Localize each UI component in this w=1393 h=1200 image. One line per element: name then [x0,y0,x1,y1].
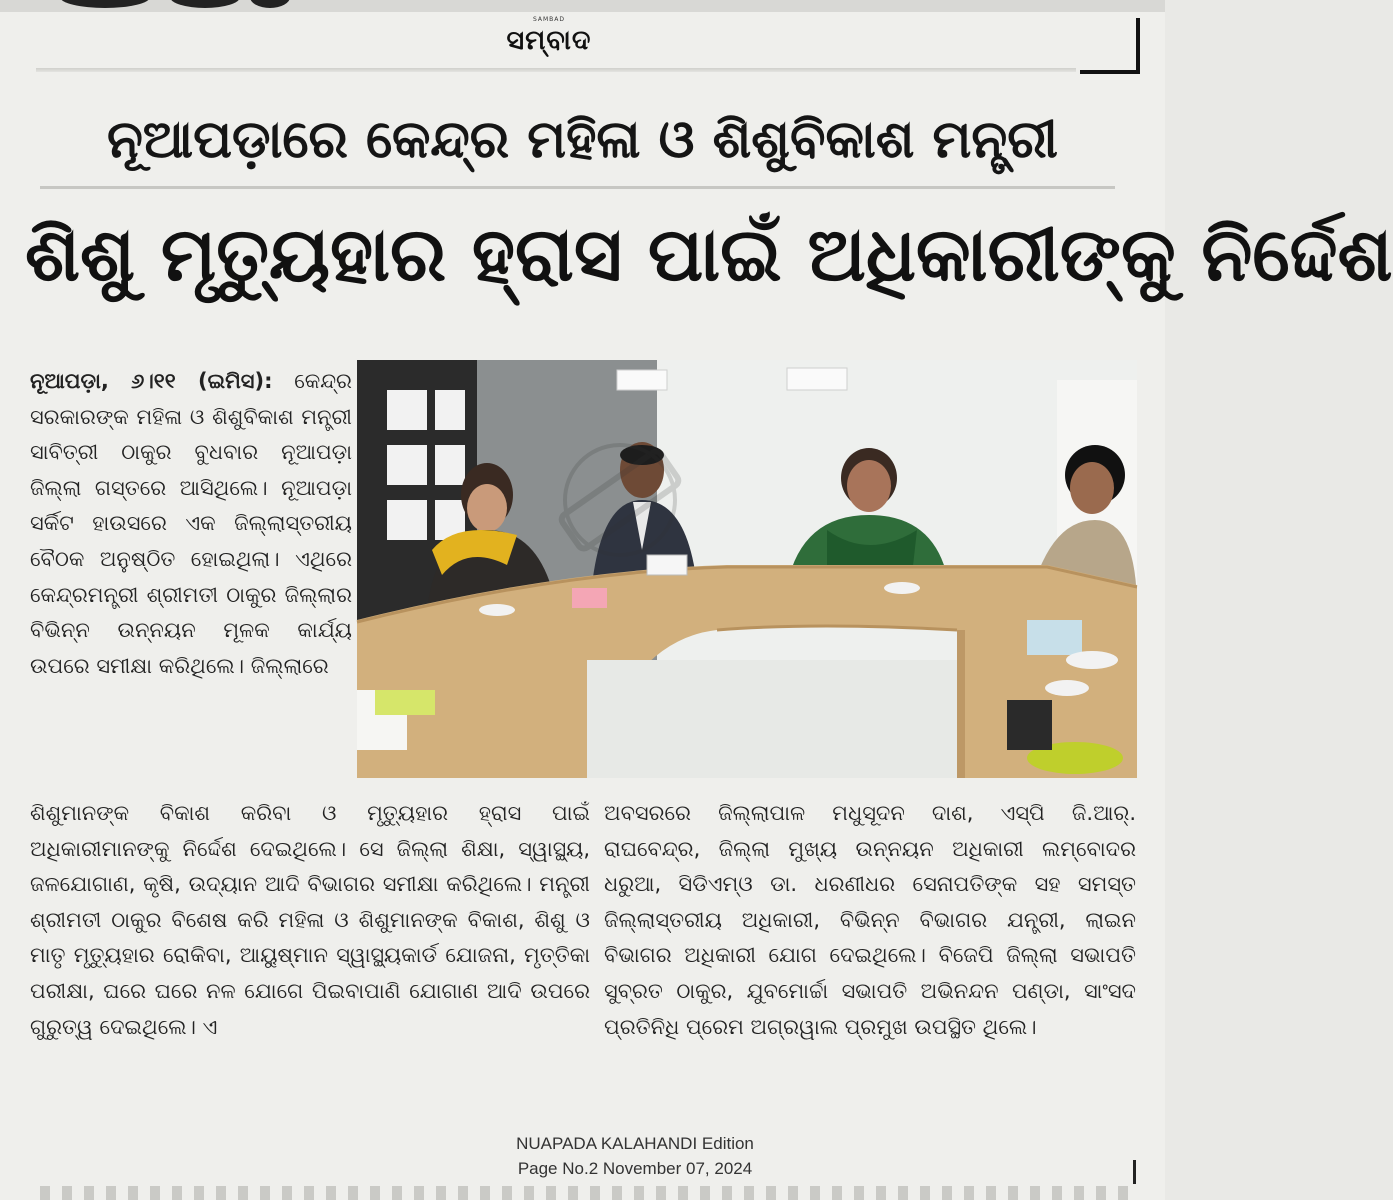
cropped-bottom-text [40,1186,1140,1200]
bottom-left-text: ଶିଶୁମାନଙ୍କ ବିକାଶ କରିବା ଓ ମୃତ୍ୟୁହାର ହ୍ରାସ ପାଇଁ ଅଧିକାରୀମାନଙ୍କୁ ନିର୍ଦ୍ଦେଶ ଦେଇଥିଲେ। ସେ ଜିଲ୍ଲା ଶିକ୍ଷା, ସ୍ୱାସ୍ଥ୍ୟ, ଜଳଯୋଗାଣ, କୃଷି, ଉଦ୍ୟାନ ଆଦି ବିଭାଗର ସମୀକ୍ଷା କରିଥିଲେ। ମନ୍ତ୍ରୀ ଶ୍ରୀମତୀ ଠାକୁର ବିଶେଷ କରି ମହିଳା ଓ ଶିଶୁମାନଙ୍କ ବିକାଶ, ଶିଶୁ ଓ ମାତୃ ମୃତ୍ୟୁହାର ରୋକିବା, ଆୟୁଷ୍ମାନ ସ୍ୱାସ୍ଥ୍ୟକାର୍ଡ ଯୋଜନା, ମୃତ୍ତିକା ପରୀକ୍ଷା, ଘରେ ଘରେ ନଳ ଯୋଗେ ପିଇବାପାଣି ଯୋଗାଣ ଆଦି ଉପରେ ଗୁରୁତ୍ୱ ଦେଇଥିଲେ। ଏ [30,801,590,1039]
masthead-rule [36,68,1076,72]
corner-mark [1080,18,1140,74]
bottom-right-text: ଅବସରରେ ଜିଲ୍ଲାପାଳ ମଧୁସୂଦନ ଦାଶ, ଏସ୍‌ପି ଜି.ଆର୍. ରାଘବେନ୍ଦ୍ର, ଜିଲ୍ଲା ମୁଖ୍ୟ ଉନ୍ନୟନ ଅଧିକାରୀ ଲମ୍ବୋଦର ଧରୁଆ, ସିଡିଏମ୍‌ଓ ଡା. ଧରଣୀଧର ସେନାପତିଙ୍କ ସହ ସମସ୍ତ ଜିଲ୍ଲାସ୍ତରୀୟ ଅଧିକାରୀ, ବିଭିନ୍ନ ବିଭାଗର ଯନ୍ତ୍ରୀ, ଲାଇନ ବିଭାଗର ଅଧିକାରୀ ଯୋଗ ଦେଇଥିଲେ। ବିଜେପି ଜିଲ୍ଲା ସଭାପତି ସୁବ୍ରତ ଠାକୁର, ଯୁବମୋର୍ଚ୍ଚା ସଭାପତି ଅଭିନନ୍ଦନ ପଣ୍ଡା, ସାଂସଦ ପ୍ରତିନିଧି ପ୍ରେମ ଅଗ୍ରୱାଲ ପ୍ରମୁଖ ଉପସ୍ଥିତ ଥିଲେ। [604,801,1136,1039]
kicker-rule [40,186,1115,189]
edition-label: NUAPADA KALAHANDI Edition [516,1134,754,1153]
dateline: ନୂଆପଡ଼ା, ୬।୧୧ (ଇମିସ): [30,369,273,393]
masthead-logo: ସମ୍ବାଦ [506,25,592,56]
meeting-photo-graphic [357,360,1137,778]
cropped-text-mark [250,0,290,8]
masthead [484,16,614,70]
main-headline: ଶିଶୁ ମୃତ୍ୟୁହାର ହ୍ରାସ ପାଇଁ ଅଧିକାରୀଙ୍କୁ ନିର୍ଦ୍ଦେଶ [25,212,1393,298]
bottom-right-column [604,796,1136,1136]
meeting-photo [357,360,1137,778]
kicker-headline: ନୂଆପଡ଼ାରେ କେନ୍ଦ୍ର ମହିଳା ଓ ଶିଶୁବିକାଶ ମନ୍ତ୍ରୀ [106,110,1058,170]
left-column [30,364,352,792]
page-date-label: Page No.2 November 07, 2024 [517,1159,753,1178]
cropped-text-mark [60,0,150,8]
masthead-small-label: SAMBAD [532,16,566,23]
cropped-text-mark [170,0,240,8]
bottom-left-column [30,796,590,1136]
top-strip [0,0,1165,12]
left-column-text: କେନ୍ଦ୍ର ସରକାରଙ୍କ ମହିଳା ଓ ଶିଶୁବିକାଶ ମନ୍ତ୍ରୀ ସାବିତ୍ରୀ ଠାକୁର ବୁଧବାର ନୂଆପଡ଼ା ଜିଲ୍ଲା ଗସ୍ତରେ ଆସିଥିଲେ। ନୂଆପଡ଼ା ସର୍କିଟ ହାଉସରେ ଏକ ଜିଲ୍ଲାସ୍ତରୀୟ ବୈଠକ ଅନୁଷ୍ଠିତ ହୋଇଥିଲା। ଏଥିରେ କେନ୍ଦ୍ରମନ୍ତ୍ରୀ ଶ୍ରୀମତୀ ଠାକୁର ଜିଲ୍ଲାର ବିଭିନ୍ନ ଉନ୍ନୟନ ମୂଳକ କାର୍ଯ୍ୟ ଉପରେ ସମୀକ୍ଷା କରିଥିଲେ। ଜିଲ୍ଲାରେ [30,369,352,678]
bottom-corner-mark [1125,1160,1136,1184]
